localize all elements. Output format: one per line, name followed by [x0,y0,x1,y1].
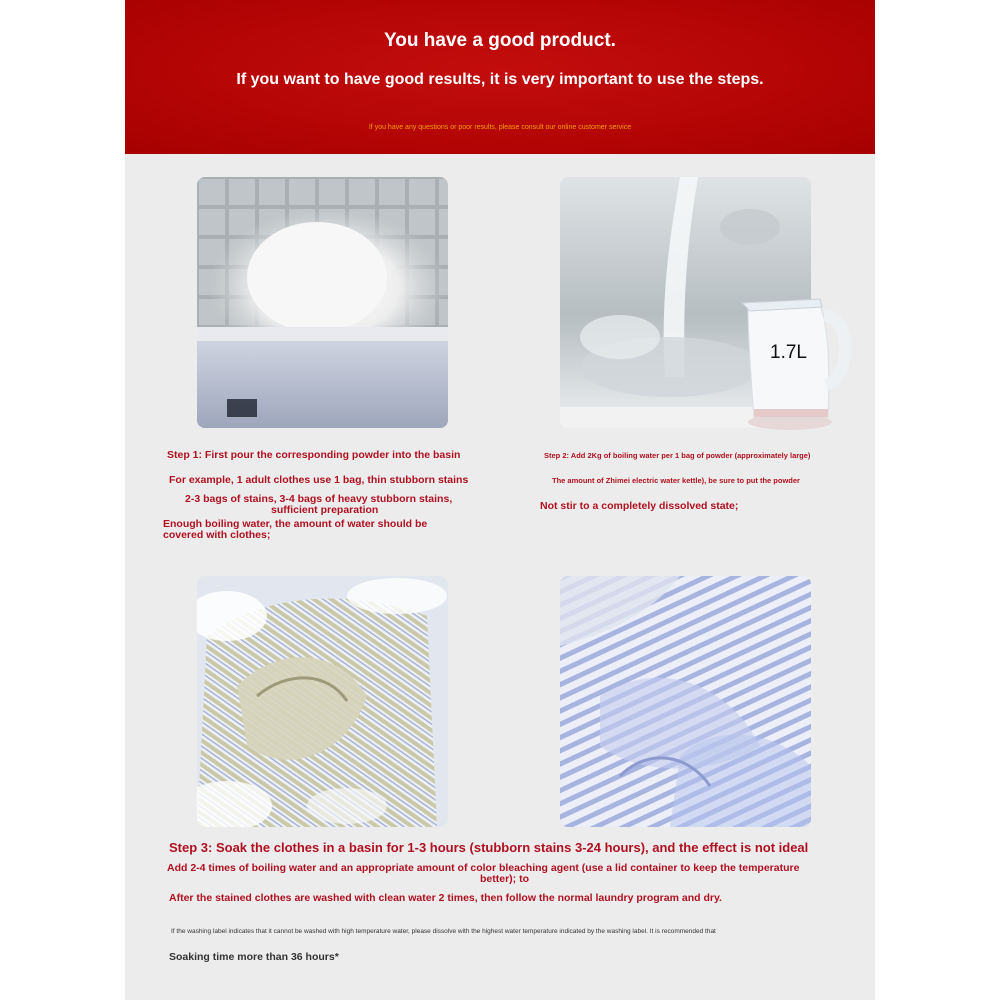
step2-line3: Not stir to a completely dissolved state; [540,500,739,512]
step3-note: If the washing label indicates that it cannot be washed with high temperature water, please dissolve with the highest water temperature indicated by the washing label. It is recommended that [171,928,716,935]
step1-line3b: sufficient preparation [271,504,379,516]
step2-line1: Step 2: Add 2Kg of boiling water per 1 bag of powder (approximately large) [544,451,811,460]
step1-line2: For example, 1 adult clothes use 1 bag, thin stubborn stains [169,474,469,486]
step3-soak-time: Soaking time more than 36 hours* [169,951,339,963]
kettle-icon [740,297,860,437]
step3-title: Step 3: Soak the clothes in a basin for 1-3 hours (stubborn stains 3-24 hours), and the effect is not ideal [169,840,809,855]
blue-fabric-photo [560,576,811,827]
banner-headline: You have a good product. [384,30,616,51]
step3-line2a: Add 2-4 times of boiling water and an appropriate amount of color bleaching agent (use a lid container to keep the temperature [167,862,800,874]
header-banner [125,0,875,154]
step3-line2b: better); to [480,873,529,885]
step1-line1: Step 1: First pour the corresponding powder into the basin [167,449,461,461]
shirt-in-basin-photo [197,576,448,827]
step3-line3: After the stained clothes are washed with clean water 2 times, then follow the normal laundry program and dry. [169,892,722,904]
powder-photo [197,177,448,428]
boiling-water-photo [560,177,811,428]
step1-line4a: Enough boiling water, the amount of water should be [163,518,428,530]
banner-subhead: If you want to have good results, it is very important to use the steps. [236,71,764,88]
banner-note: If you have any questions or poor results, please consult our online customer service [368,124,632,131]
instruction-page [125,0,875,1000]
step1-line4b: covered with clothes; [163,529,271,541]
step2-line2: The amount of Zhimei electric water kettle), be sure to put the powder [552,476,800,485]
step1-line3a: 2-3 bags of stains, 3-4 bags of heavy stubborn stains, [185,493,453,505]
kettle-capacity-label: 1.7L [770,342,807,363]
